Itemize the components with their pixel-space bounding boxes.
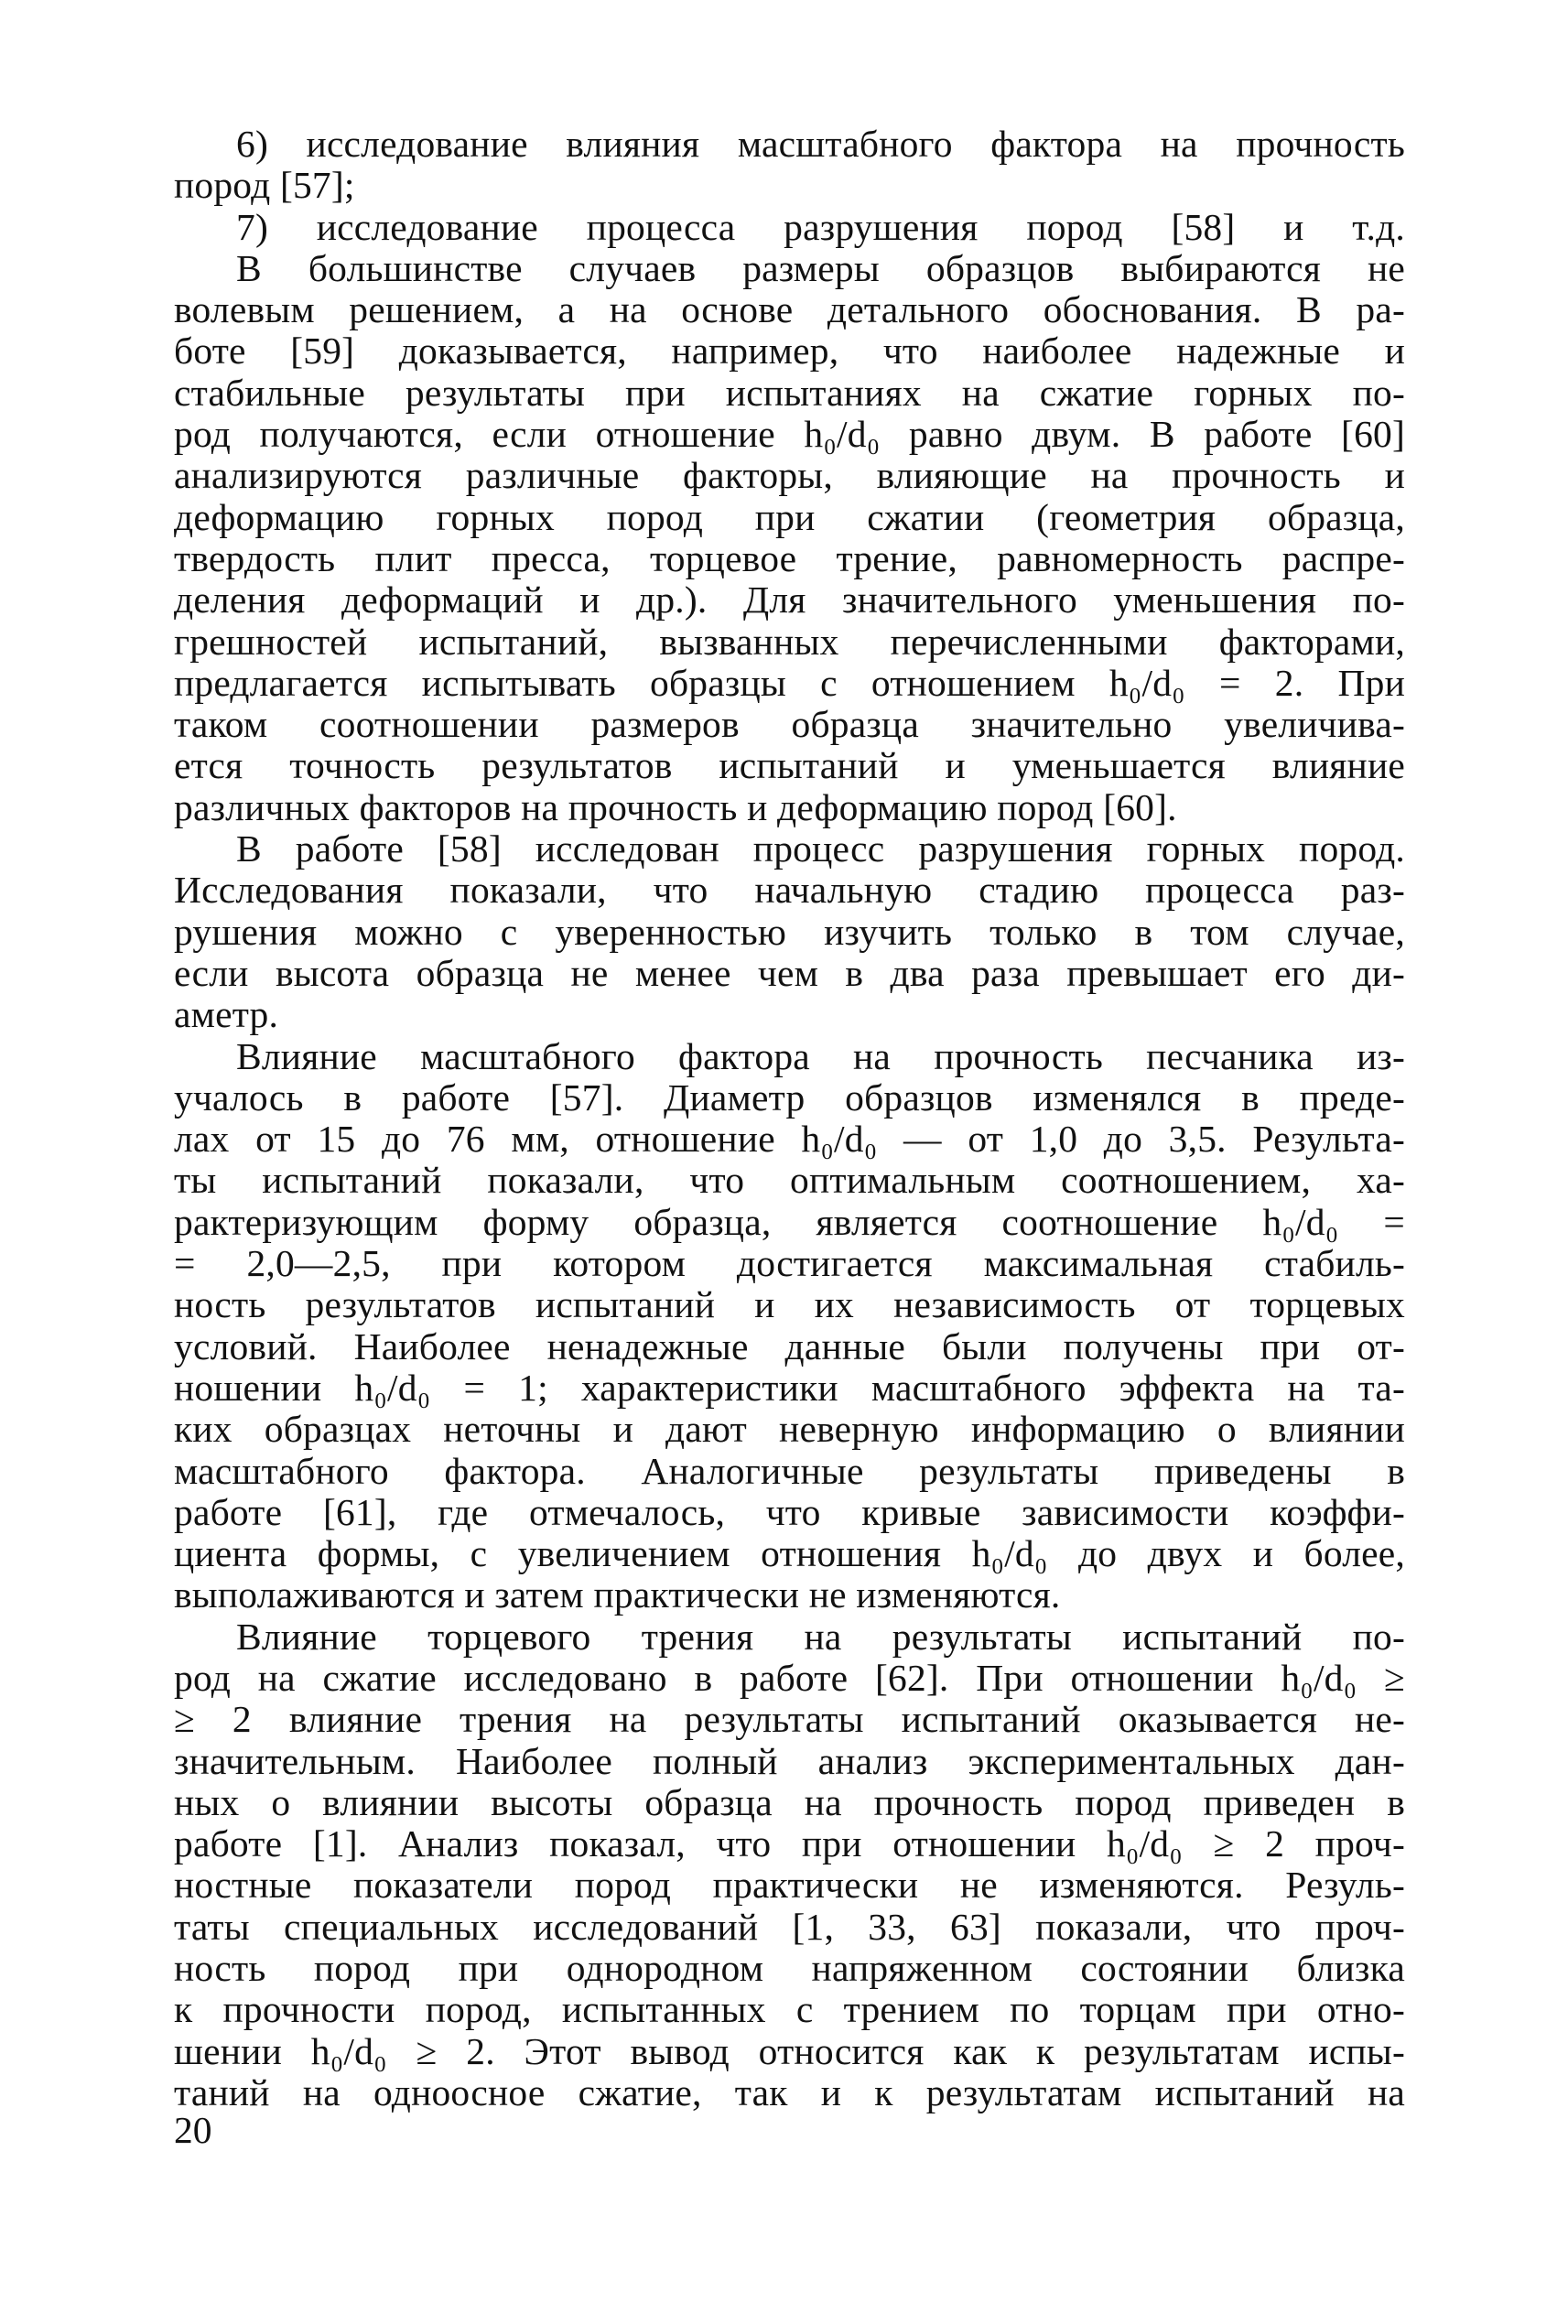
text-line: ность результатов испытаний и их независимость от торцевых: [174, 1283, 1405, 1326]
text-line: боте [59] доказывается, например, что наиболее надежные и: [174, 330, 1405, 373]
text-line: аметр.: [174, 993, 279, 1036]
text-line: ношении h₀/d₀ = 1; характеристики масштабного эффекта на та-: [174, 1366, 1405, 1409]
text-line: = 2,0—2,5, при котором достигается максимальная стабиль-: [174, 1242, 1405, 1285]
text-line: стабильные результаты при испытаниях на сжатие горных по-: [174, 371, 1405, 414]
text-line: масштабного фактора. Аналогичные результаты приведены в: [174, 1449, 1405, 1492]
text-line: ты испытаний показали, что оптимальным соотношением, ха-: [174, 1159, 1405, 1202]
page-body: [174, 124, 1405, 2113]
text-line: 6) исследование влияния масштабного фактора на прочность: [236, 123, 1405, 165]
text-line: рушения можно с уверенностью изучить только в том случае,: [174, 910, 1405, 953]
text-line: лах от 15 до 76 мм, отношение h₀/d₀ — от 1,0 до 3,5. Результа-: [174, 1118, 1405, 1161]
text-line: род на сжатие исследовано в работе [62]. При отношении h₀/d₀ ≥: [174, 1656, 1405, 1699]
text-line: условий. Наиболее ненадежные данные были получены при от-: [174, 1324, 1405, 1367]
text-line: различных факторов на прочность и деформацию пород [60].: [174, 785, 1177, 828]
text-line: ных о влиянии высоты образца на прочность пород приведен в: [174, 1780, 1405, 1823]
text-line: волевым решением, а на основе детального обоснования. В ра-: [174, 288, 1405, 331]
text-line: рактеризующим форму образца, является соотношение h₀/d₀ =: [174, 1200, 1405, 1243]
text-line: таты специальных исследований [1, 33, 63] показали, что проч-: [174, 1905, 1405, 1948]
text-line: деления деформаций и др.). Для значительного уменьшения по-: [174, 578, 1405, 622]
text-line: выполаживаются и затем практически не изменяются.: [174, 1573, 1061, 1616]
text-line: Исследования показали, что начальную стадию процесса раз-: [174, 869, 1405, 912]
text-line: ≥ 2 влияние трения на результаты испытаний оказывается не-: [174, 1698, 1405, 1741]
text-line: если высота образца не менее чем в два раза превышает его ди-: [174, 951, 1405, 994]
text-line: ность пород при однородном напряженном состоянии близка: [174, 1947, 1405, 1990]
text-line: работе [61], где отмечалось, что кривые зависимости коэффи-: [174, 1490, 1405, 1533]
text-line: деформацию горных пород при сжатии (геометрия образца,: [174, 495, 1405, 538]
text-line: предлагается испытывать образцы с отношением h₀/d₀ = 2. При: [174, 661, 1405, 704]
text-line: ностные показатели пород практически не изменяются. Резуль-: [174, 1864, 1405, 1907]
text-line: твердость плит пресса, торцевое трение, равномерность распре-: [174, 536, 1405, 579]
text-line: В большинстве случаев размеры образцов выбираются не: [236, 246, 1405, 289]
text-line: пород [57];: [174, 164, 355, 207]
page-number: 20: [174, 2109, 212, 2151]
text-line: ких образцах неточны и дают неверную информацию о влиянии: [174, 1408, 1405, 1451]
text-line: анализируются различные факторы, влияющие на прочность и: [174, 454, 1405, 497]
text-line: учалось в работе [57]. Диаметр образцов изменялся в преде-: [174, 1076, 1405, 1119]
text-line: таком соотношении размеров образца значительно увеличива-: [174, 703, 1405, 746]
text-line: Влияние масштабного фактора на прочность песчаника из-: [236, 1034, 1405, 1077]
text-line: к прочности пород, испытанных с трением по торцам при отно-: [174, 1988, 1405, 2031]
text-line: род получаются, если отношение h₀/d₀ равно двум. В работе [60]: [174, 413, 1405, 456]
text-line: работе [1]. Анализ показал, что при отношении h₀/d₀ ≥ 2 проч-: [174, 1822, 1405, 1865]
text-line: грешностей испытаний, вызванных перечисленными факторами,: [174, 620, 1405, 663]
text-line: циента формы, с увеличением отношения h₀/d₀ до двух и более,: [174, 1532, 1405, 1575]
text-line: Влияние торцевого трения на результаты испытаний по-: [236, 1615, 1405, 1658]
text-line: 7) исследование процесса разрушения пород [58] и т.д.: [236, 205, 1405, 248]
text-line: ется точность результатов испытаний и уменьшается влияние: [174, 744, 1405, 787]
text-line: значительным. Наиболее полный анализ экспериментальных дан-: [174, 1739, 1405, 1782]
text-line: шении h₀/d₀ ≥ 2. Этот вывод относится как к результатам испы-: [174, 2029, 1405, 2072]
text-line: таний на одноосное сжатие, так и к результатам испытаний на: [174, 2070, 1405, 2113]
text-line: В работе [58] исследован процесс разрушения горных пород.: [236, 827, 1405, 870]
